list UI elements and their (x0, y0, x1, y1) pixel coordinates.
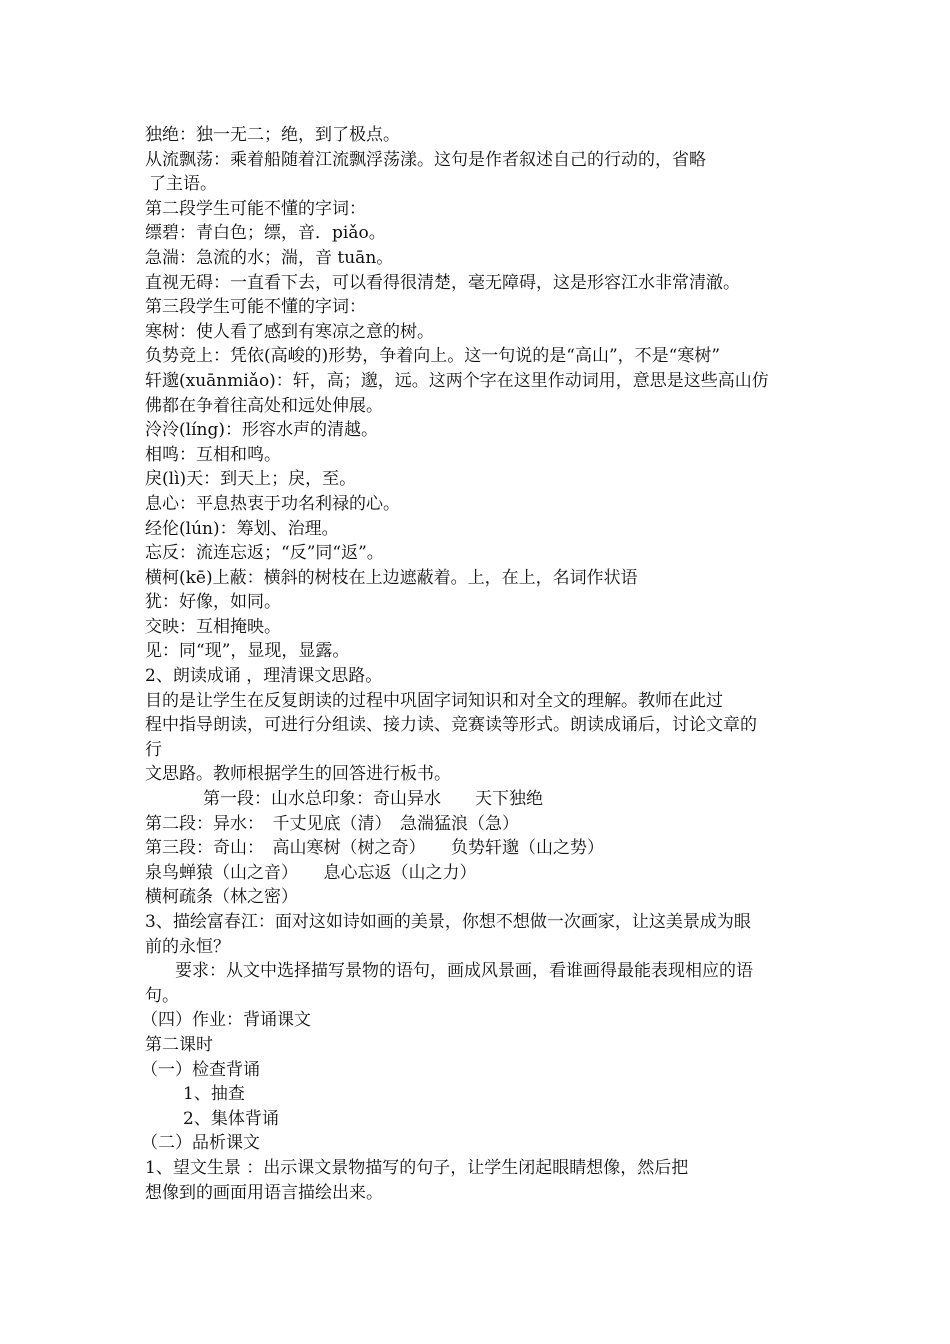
text-line: 佛都在争着往高处和远处伸展。 (145, 395, 383, 416)
text-line: 横柯疏条（林之密） (145, 887, 298, 908)
text-line: 目的是让学生在反复朗读的过程中巩固字词知识和对全文的理解。教师在此过 (145, 690, 723, 711)
text-line: 见：同“现”，显现，显露。 (145, 641, 350, 662)
text-line: 寒树：使人看了感到有寒凉之意的树。 (145, 321, 434, 342)
text-line: （四）作业：背诵课文 (141, 1010, 311, 1031)
text-line: 独绝：独一无二；绝，到了极点。 (145, 125, 400, 145)
text-line: 从流飘荡：乘着船随着江流飘浮荡漾。这句是作者叙述自己的行动的，省略 (145, 149, 706, 170)
text-line: 第二课时 (145, 1034, 213, 1055)
text-line: 急湍：急流的水；湍，音 tuān。 (145, 247, 394, 268)
text-line: 第二段学生可能不懂的字词： (145, 198, 366, 219)
text-line: 负势竞上：凭依(高峻的)形势，争着向上。这一句说的是“高山”，不是“寒树” (145, 346, 721, 367)
text-line: 横柯(kē)上蔽：横斜的树枝在上边遮蔽着。上，在上，名词作状语 (145, 567, 638, 588)
text-line: 第一段：山水总印象：奇山异水 天下独绝 (203, 789, 543, 810)
text-line: 要求：从文中选择描写景物的语句，画成风景画，看谁画得最能表现相应的语 (175, 961, 753, 982)
text-line: 泠泠(líng)：形容水声的清越。 (145, 420, 378, 441)
text-line: 行 (145, 739, 162, 760)
text-line: 1、抽查 (183, 1084, 245, 1105)
text-line: 相鸣：互相和鸣。 (145, 444, 281, 465)
text-line: 2、集体背诵 (183, 1108, 279, 1129)
document-body (141, 123, 815, 1205)
text-line: 前的永恒？ (145, 936, 230, 957)
text-line: 缥碧：青白色；缥，音．piǎo。 (145, 223, 386, 244)
text-line: （二）品析课文 (141, 1133, 260, 1154)
text-line: 句。 (145, 985, 179, 1006)
text-line: 忘反：流连忘返；“反”同“返”。 (145, 543, 384, 564)
text-line: 程中指导朗读，可进行分组读、接力读、竞赛读等形式。朗读成诵后，讨论文章的 (145, 715, 757, 736)
text-line: 2、朗读成诵 ，理清课文思路。 (145, 666, 383, 687)
text-line: （一）检查背诵 (141, 1059, 260, 1080)
text-line: 息心：平息热衷于功名利禄的心。 (145, 493, 400, 514)
text-line: 第三段：奇山： 高山寒树（树之奇） 负势轩邈（山之势） (145, 838, 604, 859)
text-line: 交映：互相掩映。 (145, 616, 281, 637)
text-line: 直视无碍：一直看下去，可以看得很清楚，毫无障碍，这是形容江水非常清澈。 (145, 272, 740, 293)
text-line: 轩邈(xuānmiǎo)：轩，高；邈，远。这两个字在这里作动词用，意思是这些高山仿 (145, 370, 769, 391)
text-line: 想像到的画面用语言描绘出来。 (145, 1182, 383, 1203)
text-line: 泉鸟蝉猿（山之音） 息心忘返（山之力） (145, 862, 477, 883)
text-line: 了主语。 (149, 174, 217, 195)
text-line: 犹：好像，如同。 (145, 592, 281, 613)
text-line: 第三段学生可能不懂的字词： (145, 297, 366, 318)
text-line: 1、望文生景 ：出示课文景物描写的句子，让学生闭起眼睛想像，然后把 (145, 1157, 689, 1178)
text-line: 第二段：异水： 千丈见底（清） 急湍猛浪（急） (145, 813, 519, 834)
text-line: 3、描绘富春江：面对这如诗如画的美景，你想不想做一次画家，让这美景成为眼 (145, 912, 751, 932)
text-line: 经伦(lún)：筹划、治理。 (145, 518, 339, 539)
text-line: 戾(lì)天：到天上；戾，至。 (145, 469, 357, 490)
text-line: 文思路。教师根据学生的回答进行板书。 (145, 764, 451, 785)
